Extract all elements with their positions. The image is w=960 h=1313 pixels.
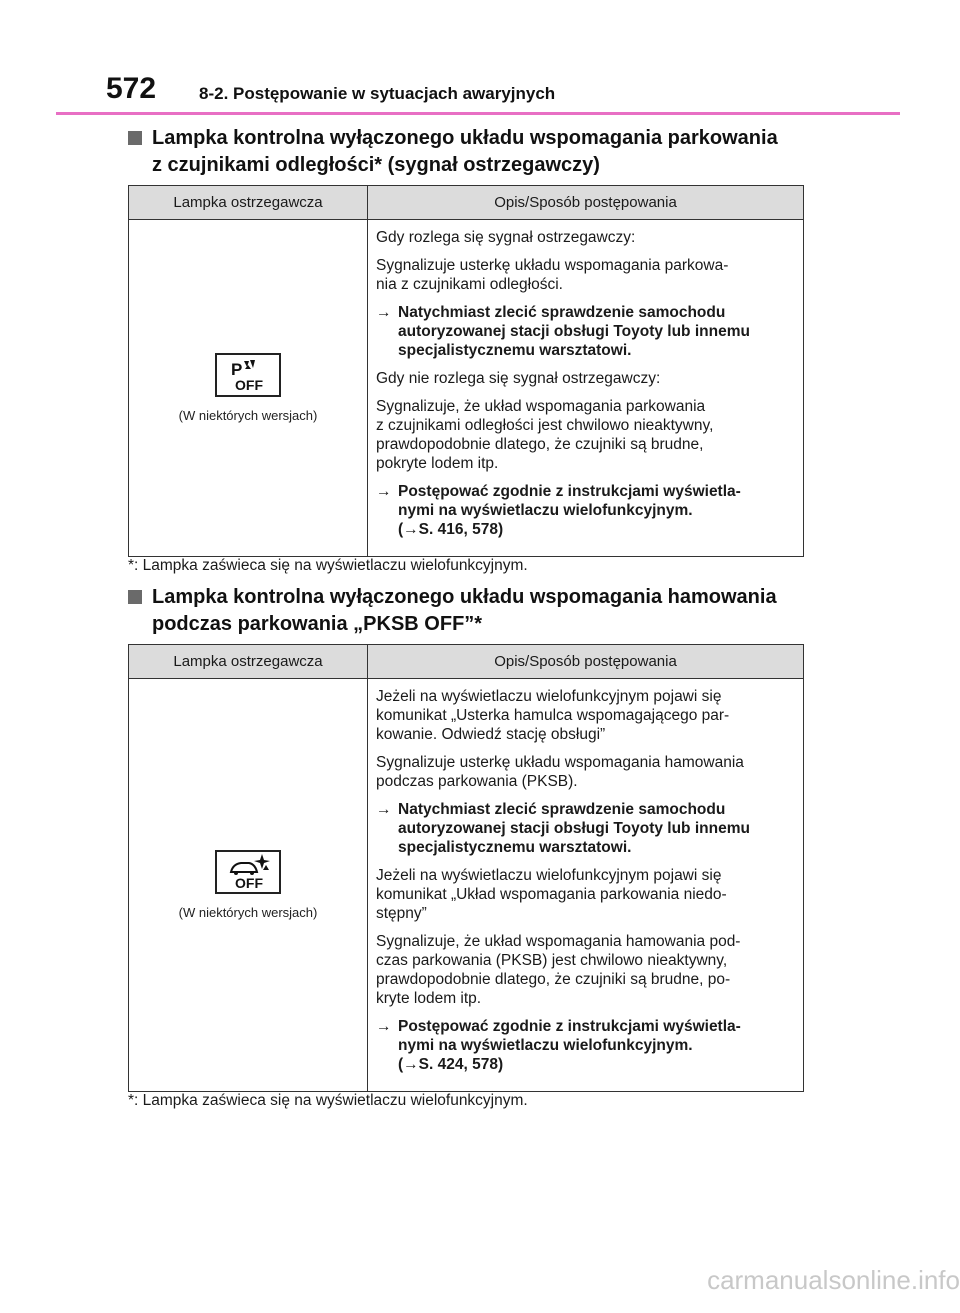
- header-rule: [56, 112, 900, 115]
- arrow-icon: →: [376, 1018, 392, 1035]
- paragraph: Jeżeli na wyświetlaczu wielofunkcyjnym pojawi się komunikat „Usterka hamulca wspomagającego par- kowanie. Odwiedź stację obsługi”: [376, 688, 730, 743]
- lamp-note: (W niektórych wersjach): [178, 408, 318, 423]
- paragraph: Gdy rozlega się sygnał ostrzegawczy:: [376, 229, 636, 246]
- warning-table: [128, 185, 804, 557]
- paragraph: Sygnalizuje usterkę układu wspomagania parkowa- nia z czujnikami odległości.: [376, 257, 729, 293]
- description-cell: [368, 220, 804, 557]
- paragraph: Sygnalizuje, że układ wspomagania parkowania z czujnikami odległości jest chwilowo nieaktywny, prawdopodobnie dlatego, że czujniki są brudne, pokryte lodem itp.: [376, 398, 714, 472]
- lamp-cell: [129, 220, 368, 557]
- lamp-off-label: OFF: [235, 377, 263, 393]
- section-title-line: z czujnikami odległości* (sygnał ostrzegawczy): [152, 154, 600, 176]
- warning-table: [128, 644, 804, 1092]
- section-title: [128, 125, 808, 179]
- pksb-off-icon: [215, 850, 281, 894]
- col-header-description: Opis/Sposób postępowania: [368, 186, 804, 220]
- section-title-line: Lampka kontrolna wyłączonego układu wspomagania hamowania: [152, 586, 777, 608]
- col-header-description: Opis/Sposób postępowania: [368, 645, 804, 679]
- lamp-off-label: OFF: [235, 875, 263, 891]
- arrow-icon: →: [376, 483, 392, 500]
- lamp-cell: [129, 679, 368, 1092]
- chapter-title: 8-2. Postępowanie w sytuacjach awaryjnych: [199, 84, 556, 103]
- col-header-lamp: Lampka ostrzegawcza: [129, 186, 368, 220]
- paragraph: Sygnalizuje usterkę układu wspomagania hamowania podczas parkowania (PKSB).: [376, 754, 744, 790]
- arrow-icon: →: [376, 304, 392, 321]
- section-bullet-icon: [128, 590, 142, 604]
- footnote: *: Lampka zaświeca się na wyświetlaczu wielofunkcyjnym.: [128, 1092, 528, 1109]
- action-instruction: → Natychmiast zlecić sprawdzenie samochodu autoryzowanej stacji obsługi Toyoty lub innemu specjalistycznemu warsztatowi.: [376, 801, 750, 856]
- svg-text:P: P: [231, 360, 243, 379]
- description-cell: [368, 679, 804, 1092]
- lamp-note: (W niektórych wersjach): [178, 905, 318, 920]
- paragraph: Jeżeli na wyświetlaczu wielofunkcyjnym pojawi się komunikat „Układ wspomagania parkowania niedo- stępny”: [376, 867, 727, 922]
- section-title-line: podczas parkowania „PKSB OFF”*: [152, 613, 483, 635]
- section-title: [128, 584, 808, 638]
- page-number: 572: [106, 72, 157, 105]
- paragraph: Sygnalizuje, że układ wspomagania hamowania pod- czas parkowania (PKSB) jest chwilowo nieaktywny, prawdopodobnie dlatego, że czujniki są brudne, po- kryte lodem itp.: [376, 933, 741, 1007]
- arrow-icon: →: [376, 801, 392, 818]
- section-title-line: Lampka kontrolna wyłączonego układu wspomagania parkowania: [152, 127, 778, 149]
- action-instruction: → Postępować zgodnie z instrukcjami wyświetla- nymi na wyświetlaczu wielofunkcyjnym. (→S. 424, 578): [376, 1018, 741, 1073]
- section-bullet-icon: [128, 131, 142, 145]
- footnote: *: Lampka zaświeca się na wyświetlaczu wielofunkcyjnym.: [128, 557, 528, 574]
- parking-sensor-off-icon: [215, 353, 281, 397]
- action-instruction: → Postępować zgodnie z instrukcjami wyświetla- nymi na wyświetlaczu wielofunkcyjnym. (→S. 416, 578): [376, 483, 741, 538]
- col-header-lamp: Lampka ostrzegawcza: [129, 645, 368, 679]
- watermark: carmanualsonline.info: [707, 1265, 960, 1295]
- action-instruction: → Natychmiast zlecić sprawdzenie samochodu autoryzowanej stacji obsługi Toyoty lub innemu specjalistycznemu warsztatowi.: [376, 304, 750, 359]
- paragraph: Gdy nie rozlega się sygnał ostrzegawczy:: [376, 370, 661, 387]
